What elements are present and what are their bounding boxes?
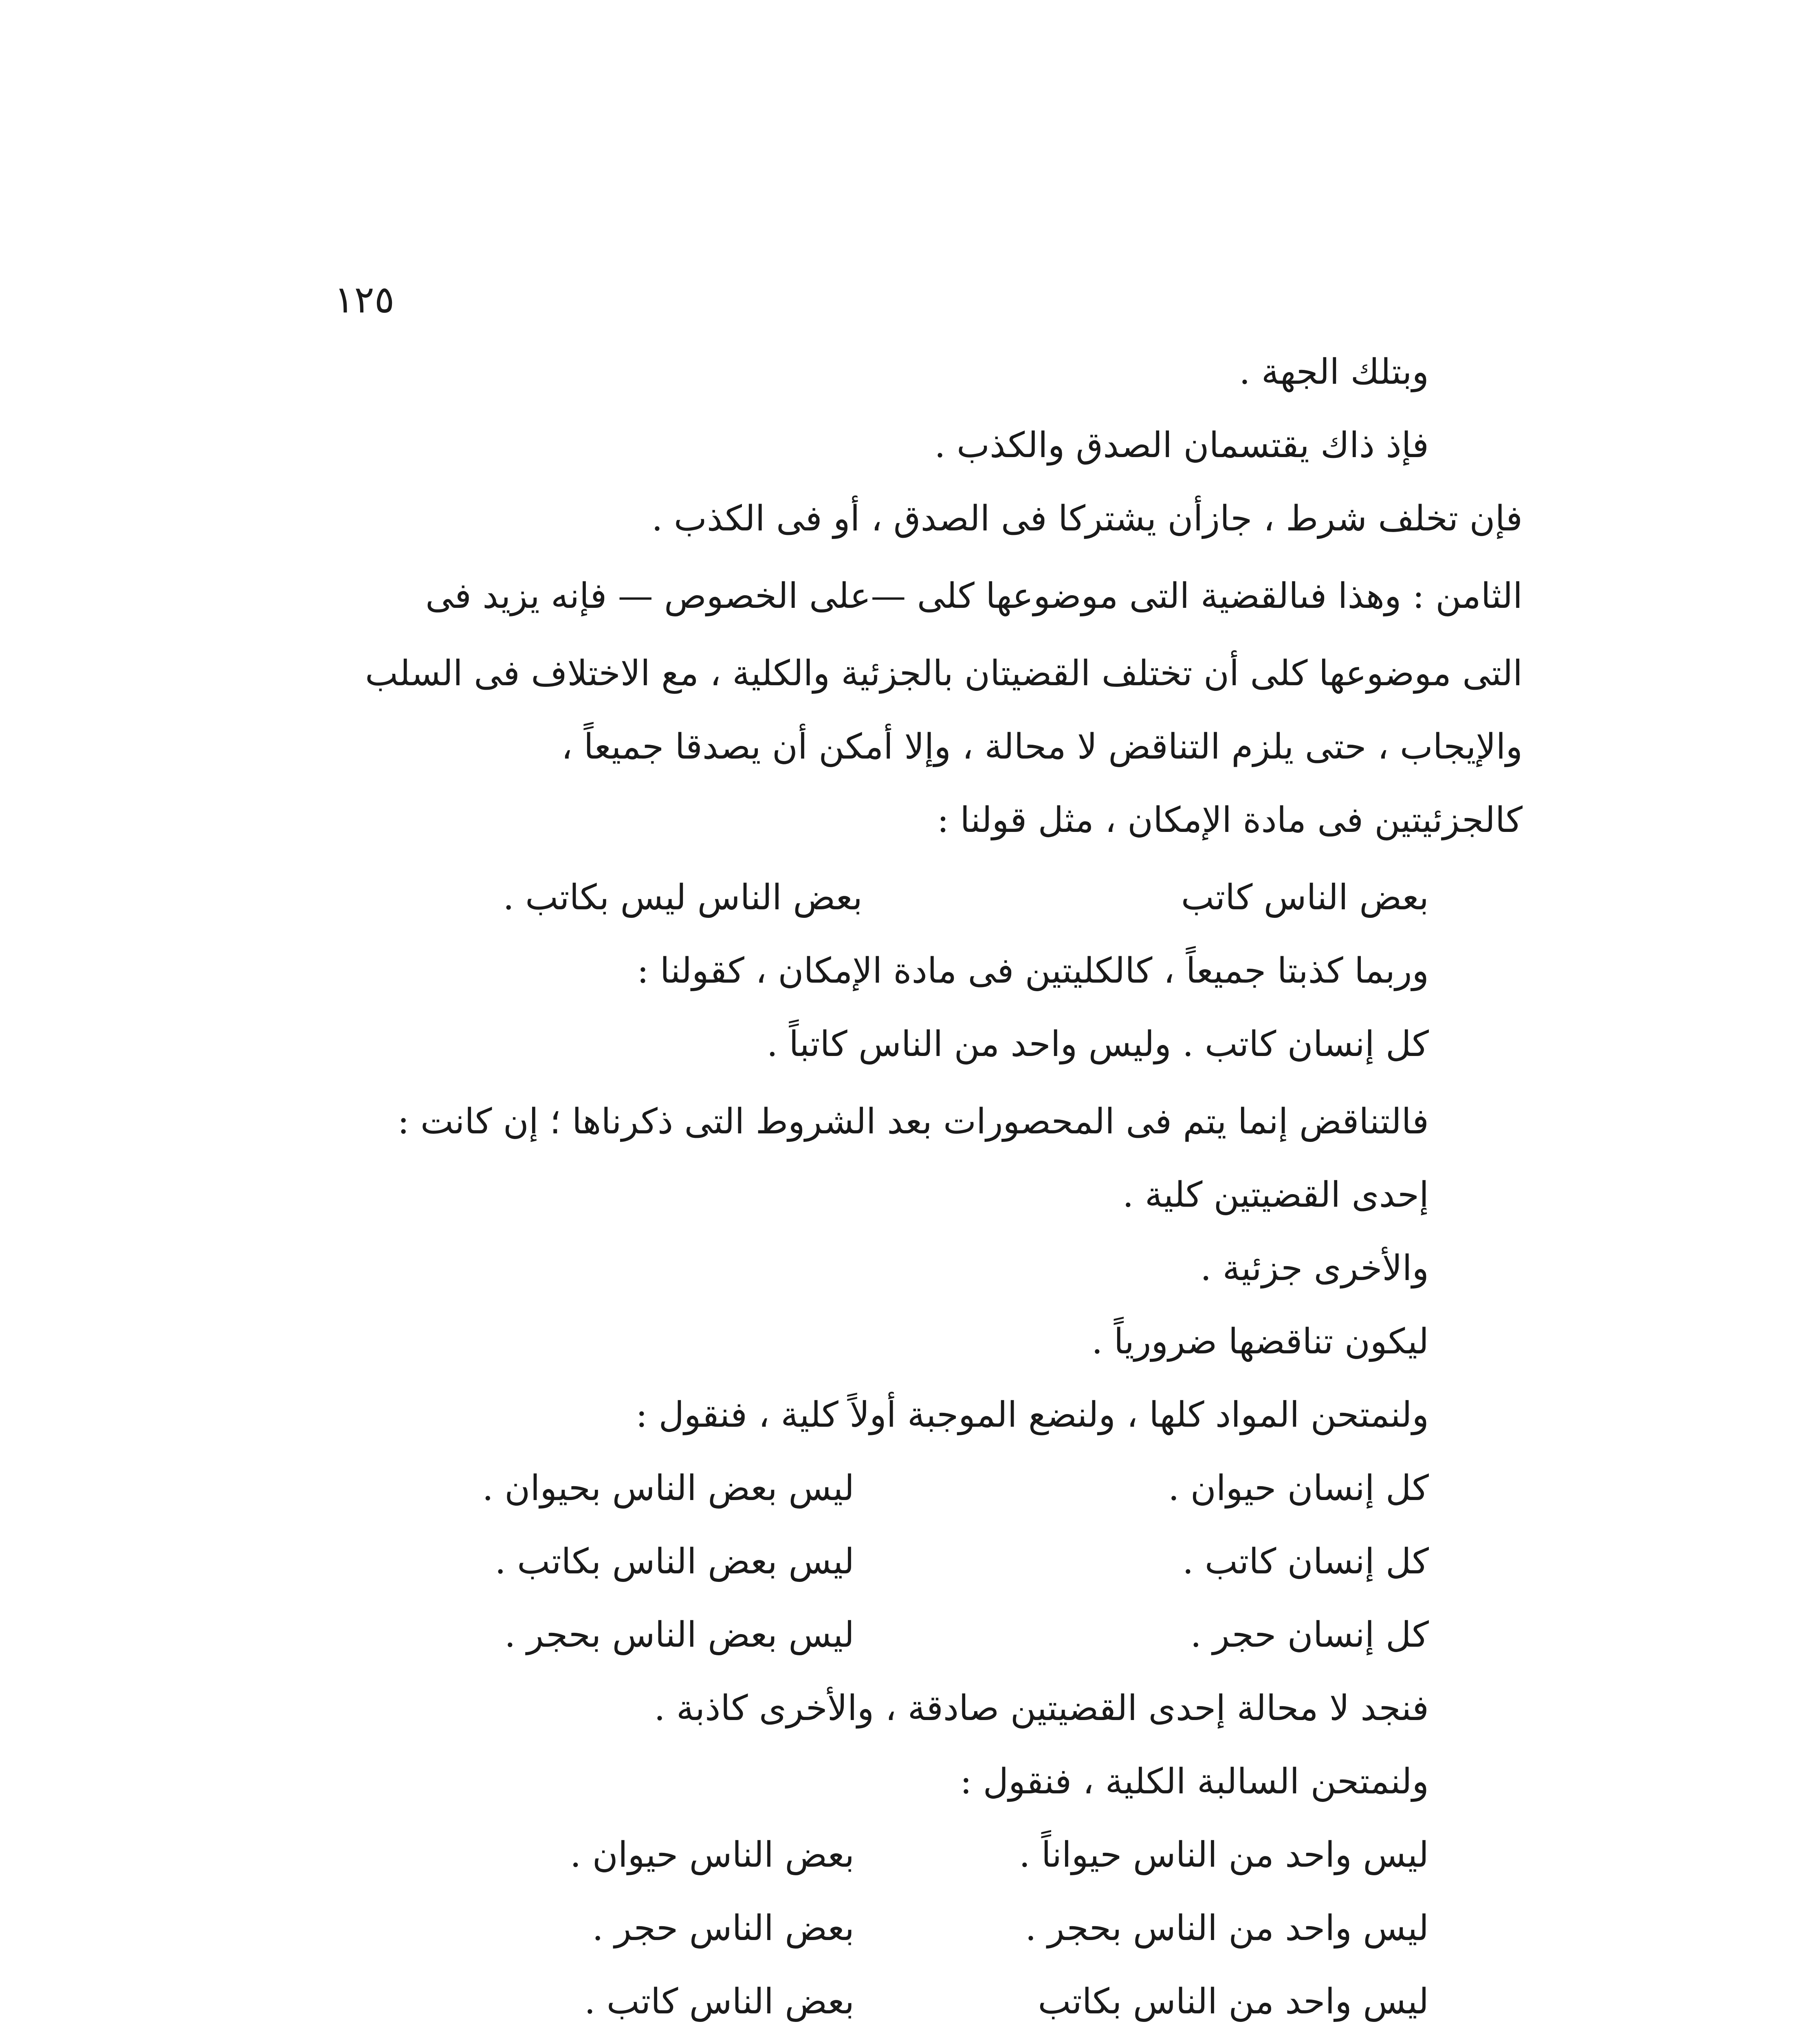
text-line: الثامن : وهذا فىالقضية التى موضوعها كلى —على الخصوص — فإنه يزيد فى [425,576,1523,616]
proposition-right: ليس واحد من الناس بحجر . [1025,1908,1429,1949]
text-line: ولنمتحن السالبة الكلية ، فنقول : [960,1761,1429,1802]
page-number: ١٢٥ [334,278,395,321]
proposition-left: بعض الناس كاتب . [584,1981,854,2022]
text-line: فإذ ذاك يقتسمان الصدق والكذب . [934,425,1429,466]
text-line: فالتناقض إنما يتم فى المحصورات بعد الشروط التى ذكرناها ؛ إن كانت : [397,1101,1429,1142]
proposition-right: ليس واحد من الناس حيواناً . [1019,1835,1429,1875]
text-line: كل إنسان كاتب . وليس واحد من الناس كاتباً . [766,1024,1429,1065]
proposition-left: بعض الناس حيوان . [570,1835,854,1875]
proposition-right: ليس واحد من الناس بكاتب [1038,1981,1429,2022]
text-line: وبتلك الجهة . [1239,352,1429,392]
text-line: ولنمتحن المواد كلها ، ولنضع الموجبة أولاً كلية ، فنقول : [636,1395,1429,1435]
proposition-left: بعض الناس حجر . [592,1908,854,1949]
text-line: والإيجاب ، حتى يلزم التناقض لا محالة ، وإلا أمكن أن يصدقا جميعاً ، [561,726,1523,767]
proposition-left: بعض الناس ليس بكاتب . [503,877,863,918]
proposition-left: ليس بعض الناس بحجر . [504,1615,854,1655]
text-line: وربما كذبتا جميعاً ، كالكليتين فى مادة الإمكان ، كقولنا : [637,950,1429,991]
text-line: التى موضوعها كلى أن تختلف القضيتان بالجزئية والكلية ، مع الاختلاف فى السلب [365,653,1523,694]
text-line: إحدى القضيتين كلية . [1122,1175,1429,1215]
proposition-left: ليس بعض الناس بحيوان . [482,1468,854,1509]
proposition-right: كل إنسان حجر . [1190,1615,1429,1655]
text-line: كالجزئيتين فى مادة الإمكان ، مثل قولنا : [937,800,1523,840]
text-line: ليكون تناقضها ضرورياً . [1092,1321,1429,1362]
proposition-right: بعض الناس كاتب [1181,877,1429,918]
proposition-right: كل إنسان كاتب . [1182,1541,1429,1582]
text-line: والأخرى جزئية . [1200,1248,1429,1289]
text-line: فنجد لا محالة إحدى القضيتين صادقة ، والأخرى كاذبة . [654,1688,1429,1729]
proposition-left: ليس بعض الناس بكاتب . [495,1541,854,1582]
text-line: فإن تخلف شرط ، جازأن يشتركا فى الصدق ، أو فى الكذب . [651,498,1523,539]
proposition-right: كل إنسان حيوان . [1168,1468,1429,1509]
